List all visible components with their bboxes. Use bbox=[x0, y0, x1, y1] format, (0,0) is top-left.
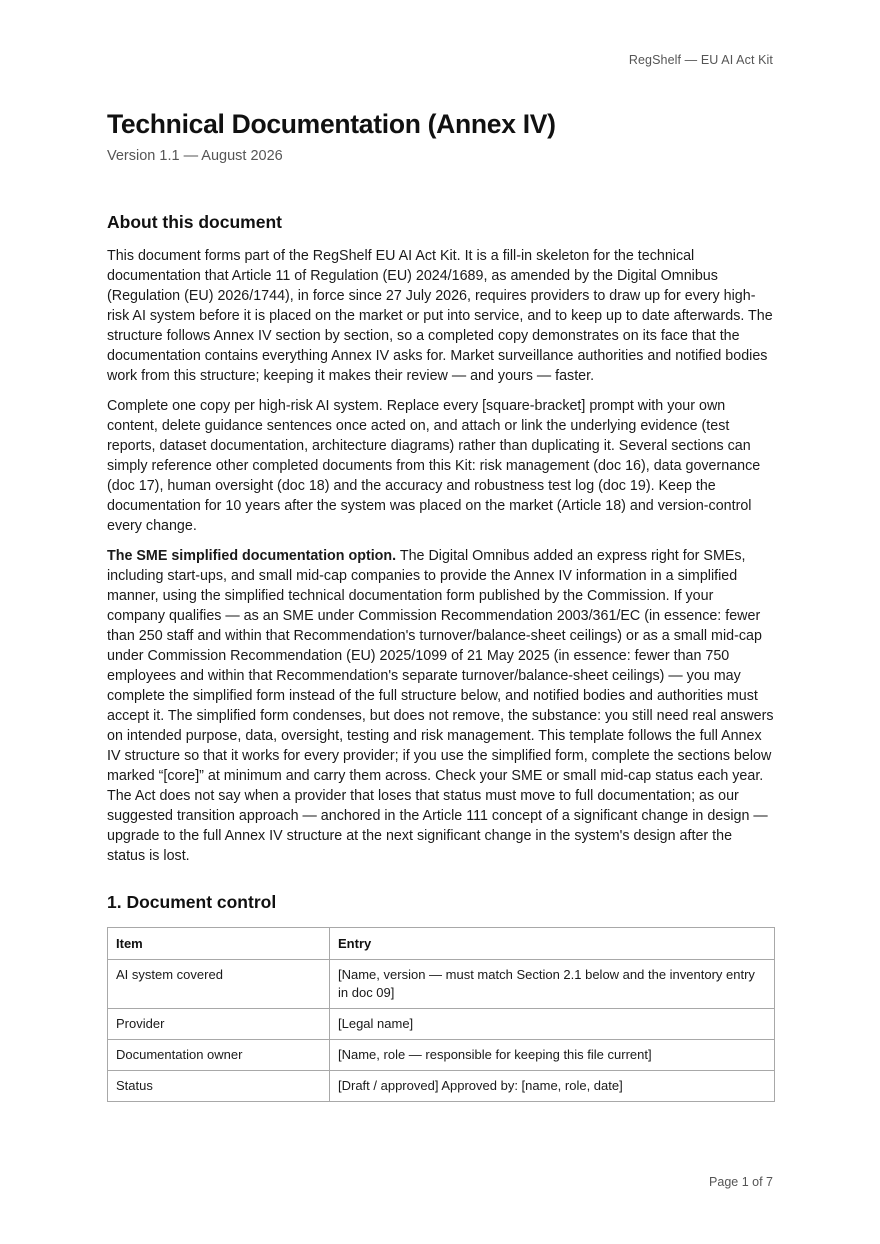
row-item: Documentation owner bbox=[108, 1040, 330, 1071]
about-paragraph-3 bbox=[107, 546, 774, 866]
table-row bbox=[108, 1009, 775, 1040]
about-paragraph-1: This document forms part of the RegShelf EU AI Act Kit. It is a fill-in skeleton for the technical documentation that Article 11 of Regulation (EU) 2024/1689, as amended by the Digital Omnibus (Regulation (EU) 2026/1744), in force since 27 July 2026, requires providers to draw up for every high-risk AI system before it is placed on the market or put into service, and to keep up to date afterwards. The structure follows Annex IV section by section, so a completed copy demonstrates on its face that the documentation contains everything Annex IV asks for. Market surveillance authorities and notified bodies work from this structure; keeping it makes their review — and yours — faster. bbox=[107, 248, 773, 384]
row-entry: [Draft / approved] Approved by: [name, role, date] bbox=[330, 1071, 775, 1102]
about-paragraph-2: Complete one copy per high-risk AI system. Replace every [square-bracket] prompt with your own content, delete guidance sentences once acted on, and attach or link the underlying evidence (test reports, dataset documentation, architecture diagrams) rather than duplicating it. Several sections can simply reference other completed documents from this Kit: risk management (doc 16), data governance (doc 17), human oversight (doc 18) and the accuracy and robustness test log (doc 19). Keep the documentation for 10 years after the system was placed on the market (Article 18) and version-control every change. bbox=[107, 398, 761, 534]
sme-option-lead: The SME simplified documentation option. bbox=[107, 548, 397, 564]
table-row bbox=[108, 960, 775, 1009]
page-number: Page 1 of 7 bbox=[709, 1175, 773, 1189]
about-heading: About this document bbox=[107, 212, 282, 232]
row-entry: [Legal name] bbox=[330, 1009, 775, 1040]
document-version: Version 1.1 — August 2026 bbox=[107, 148, 283, 164]
table-row bbox=[108, 1040, 775, 1071]
table-header-row bbox=[108, 928, 775, 960]
document-title: Technical Documentation (Annex IV) bbox=[107, 109, 556, 139]
row-entry: [Name, role — responsible for keeping this file current] bbox=[330, 1040, 775, 1071]
table-row bbox=[108, 1071, 775, 1102]
document-control-table bbox=[107, 927, 775, 1102]
sme-option-body: The Digital Omnibus added an express right for SMEs, including start-ups, and small mid-cap companies to provide the Annex IV information in a simplified manner, using the simplified technical documentation form published by the Commission. If your company qualifies — as an SME under Commission Recommendation 2003/361/EC (in essence: fewer than 250 staff and within that Recommendation's turnover/balance-sheet ceilings) or as a small mid-cap under Commission Recommendation (EU) 2025/1099 of 21 May 2025 (in essence: fewer than 750 employees and within that Recommendation's separate turnover/balance-sheet ceilings) — you may complete the simplified form instead of the full structure below, and notified bodies and authorities must accept it. The simplified form condenses, but does not remove, the substance: you still need real answers on intended purpose, data, oversight, testing and risk management. This template follows the full Annex IV structure so that it works for every provider; if you use the simplified form, complete the sections below marked “[core]” at minimum and carry them across. Check your SME or small mid-cap status each year. The Act does not say when a provider that loses that status must move to full documentation; as our suggested transition approach — anchored in the Article 111 concept of a significant change in design — upgrade to the full Annex IV structure at the next significant change in the system's design after the status is lost. bbox=[107, 548, 774, 864]
row-item: Provider bbox=[108, 1009, 330, 1040]
page-content bbox=[107, 106, 774, 1102]
row-entry: [Name, version — must match Section 2.1 below and the inventory entry in doc 09] bbox=[330, 960, 775, 1009]
document-control-heading: 1. Document control bbox=[107, 892, 277, 912]
running-header: RegShelf — EU AI Act Kit bbox=[628, 53, 773, 67]
column-header-item: Item bbox=[108, 928, 330, 960]
column-header-entry: Entry bbox=[330, 928, 775, 960]
row-item: Status bbox=[108, 1071, 330, 1102]
row-item: AI system covered bbox=[108, 960, 330, 1009]
